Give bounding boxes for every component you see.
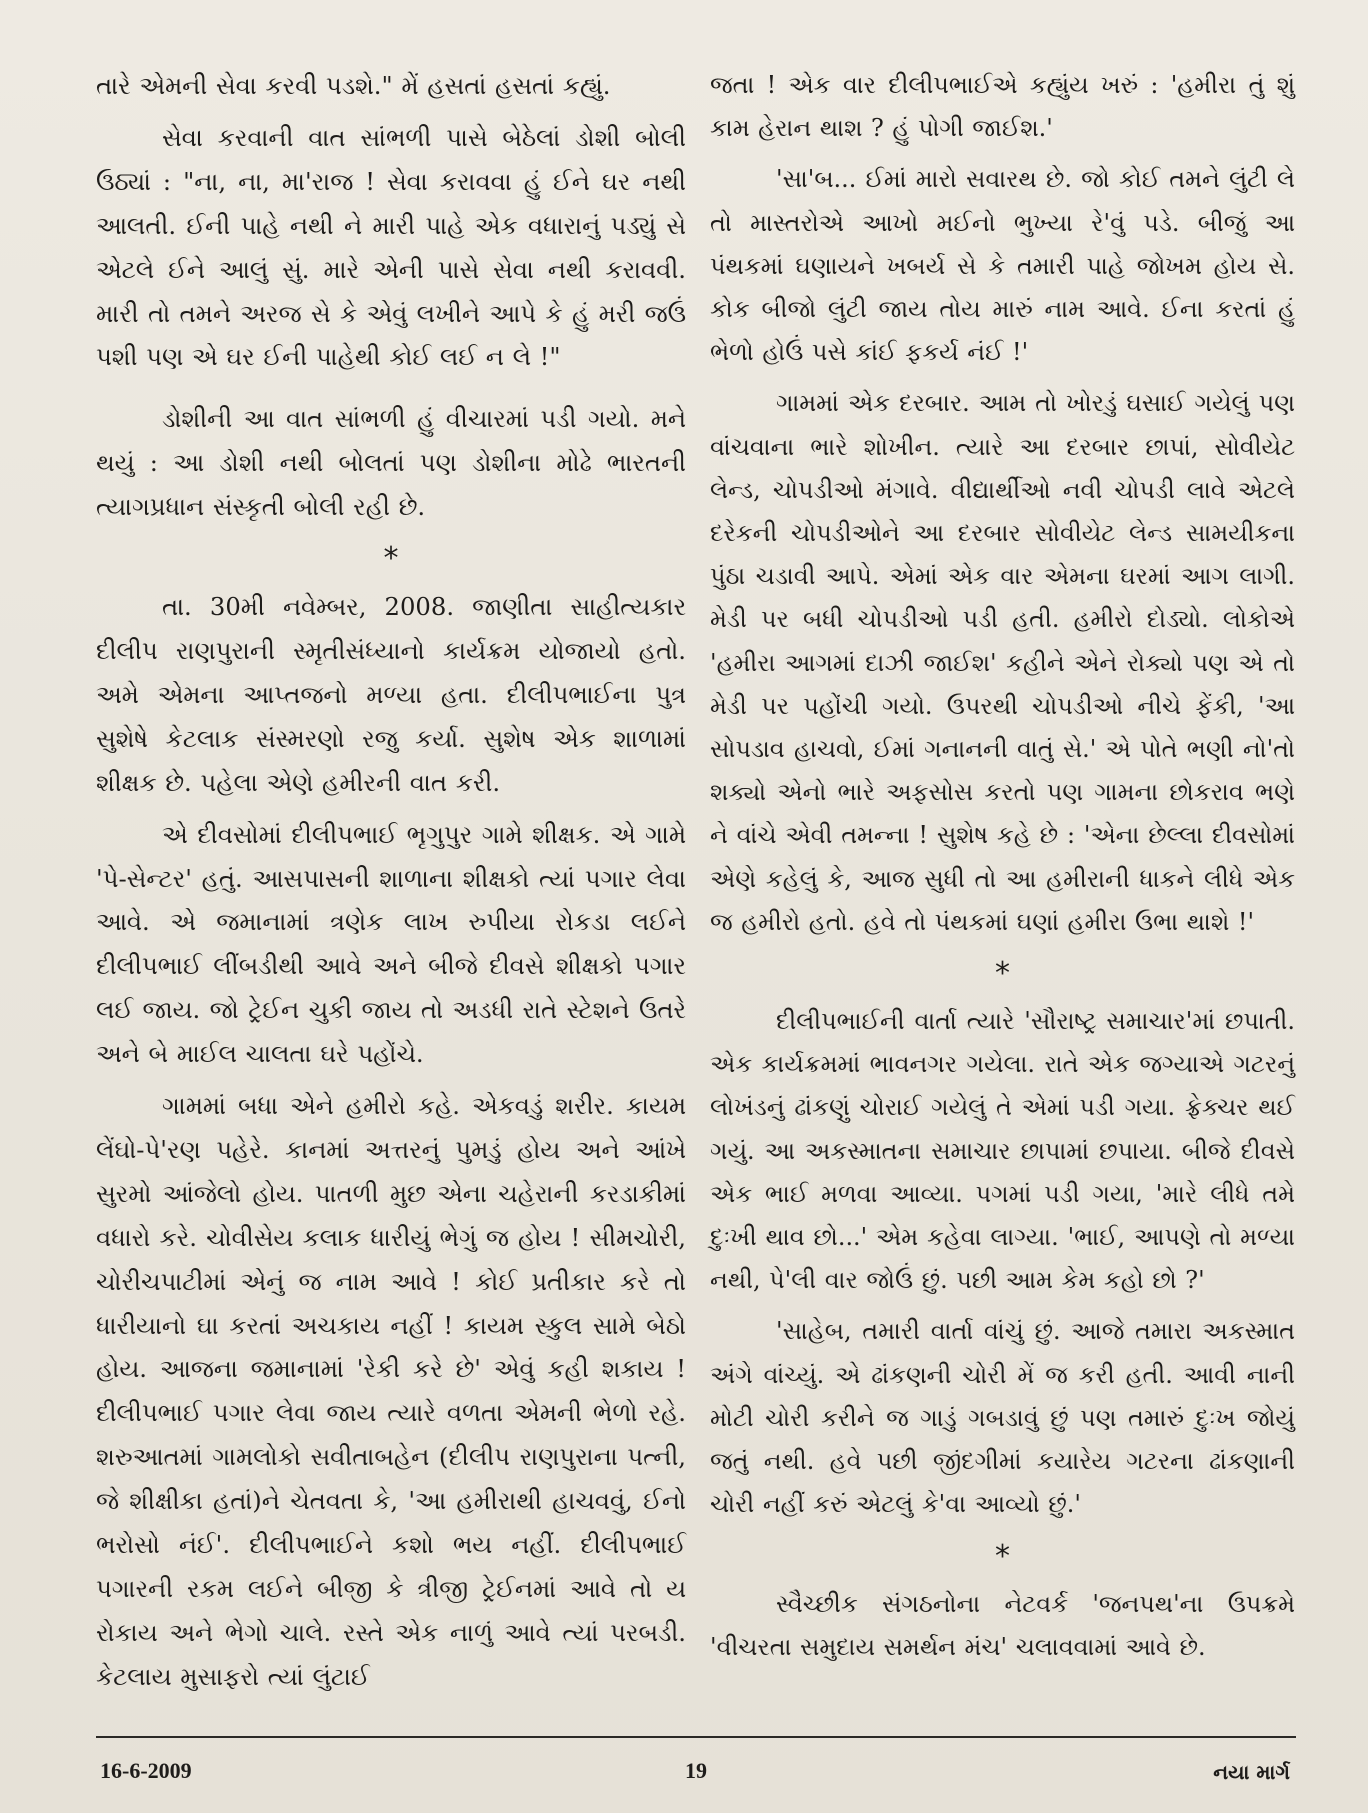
section-separator: * — [383, 541, 399, 577]
right-column — [710, 64, 1295, 1677]
paragraph: ડોશીની આ વાત સાંભળી હું વીચારમાં પડી ગયો. મને થયું : આ ડોશી નથી બોલતાં પણ ડોશીના મોઢે ભારતની ત્યાગપ્રધાન સંસ્કૃતી બોલી રહી છે. — [96, 404, 686, 522]
paragraph: ગામમાં બધા એને હમીરો કહે. એકવડું શરીર. કાયમ લેંઘો-પે'રણ પહેરે. કાનમાં અત્તરનું પુમડું હોય અને આંખે સુરમો આંજેલો હોય. પાતળી મુછ એના ચહેરાની કરડાકીમાં વધારો કરે. ચોવીસેય કલાક ધારીયું ભેગું જ હોય ! સીમચોરી, ચોરીચપાટીમાં એનું જ નામ આવે ! કોઈ પ્રતીકાર કરે તો ધારીયાનો ઘા કરતાં અચકાય નહીં ! કાયમ સ્કુલ સામે બેઠો હોય. આજના જમાનામાં 'રેકી કરે છે' એવું કહી શકાય ! દીલીપભાઈ પગાર લેવા જાય ત્યારે વળતા એમની ભેળો રહે. શરુઆતમાં ગામલોકો સવીતાબહેન (દીલીપ રાણપુરાના પત્ની, જે શીક્ષીકા હતાં)ને ચેતવતા કે, 'આ હમીરાથી હાચવવું, ઈનો ભરોસો નંઈ'. દીલીપભાઈને કશો ભય નહીં. દીલીપભાઈ પગારની રકમ લઈને બીજી કે ત્રીજી ટ્રેઈનમાં આવે તો ય રોકાય અને ભેગો ચાલે. રસ્તે એક નાળું આવે ત્યાં પરબડી. કેટલાય મુસાફરો ત્યાં લુંટાઈ — [96, 1091, 686, 1691]
magazine-name: નયા માર્ગ — [1213, 1760, 1290, 1784]
paragraph: સેવા કરવાની વાત સાંભળી પાસે બેઠેલાં ડોશી બોલી ઉઠ્યાં : "ના, ના, મા'રાજ ! સેવા કરાવવા હું ઈને ઘર નથી આલતી. ઈની પાહે નથી ને મારી પાહે એક વધારાનું પડ્યું સે એટલે ઈને આલું સું. મારે એની પાસે સેવા નથી કરાવવી. મારી તો તમને અરજ સે કે એવું લખીને આપે કે હું મરી જઉં પશી પણ એ ઘર ઈની પાહેથી કોઈ લઈ ન લે !" — [96, 122, 686, 372]
issue-date: 16-6-2009 — [100, 1758, 192, 1783]
paragraph: એ દીવસોમાં દીલીપભાઈ ભૃગુપુર ગામે શીક્ષક. એ ગામે 'પે-સેન્ટર' હતું. આસપાસની શાળાના શીક્ષકો ત્યાં પગાર લેવા આવે. એ જમાનામાં ત્રણેક લાખ રુપીયા રોકડા લઈને દીલીપભાઈ લીંબડીથી આવે અને બીજે દીવસે શીક્ષકો પગાર લઈ જાય. જો ટ્રેઈન ચુકી જાય તો અડધી રાતે સ્ટેશને ઉતરે અને બે માઈલ ચાલતા ઘરે પહોંચે. — [96, 819, 686, 1069]
paragraph: 'સાહેબ, તમારી વાર્તા વાંચું છું. આજે તમારા અકસ્માત અંગે વાંચ્યું. એ ઢાંકણની ચોરી મેં જ કરી હતી. આવી નાની મોટી ચોરી કરીને જ ગાડું ગબડાવું છું પણ તમારું દુઃખ જોયું જતું નથી. હવે પછી જીંદગીમાં કયારેય ગટરના ઢાંકણાની ચોરી નહીં કરું એટલું કે'વા આવ્યો છું.' — [710, 1317, 1295, 1519]
paragraph: તારે એમની સેવા કરવી પડશે." મેં હસતાં હસતાં કહ્યું. — [96, 71, 611, 100]
page-number: 19 — [685, 1758, 707, 1783]
section-separator: * — [995, 1538, 1010, 1574]
page-footer — [96, 1748, 1296, 1788]
paragraph: જતા ! એક વાર દીલીપભાઈએ કહ્યુંય ખરું : 'હમીરા તું શું કામ હેરાન થાશ ? હું પોગી જાઈશ.' — [710, 71, 1295, 143]
footer-divider — [96, 1736, 1296, 1738]
section-separator: * — [995, 956, 1010, 992]
paragraph: 'સા'બ... ઈમાં મારો સવારથ છે. જો કોઈ તમને લુંટી લે તો માસ્તરોએ આખો મઈનો ભુખ્યા રે'વું પડે. બીજું આ પંથકમાં ઘણાયને ખબર્ય સે કે તમારી પાહે જોખમ હોય સે. કોક બીજો લુંટી જાય તોય મારું નામ આવે. ઈના કરતાં હું ભેળો હોઉં પસે કાંઈ ફકર્ય નંઈ !' — [710, 165, 1295, 367]
paragraph: ગામમાં એક દરબાર. આમ તો ખોરડું ઘસાઈ ગયેલું પણ વાંચવાના ભારે શોખીન. ત્યારે આ દરબાર છાપાં, સોવીયેટ લેન્ડ, ચોપડીઓ મંગાવે. વીદ્યાર્થીઓ નવી ચોપડી લાવે એટલે દરેકની ચોપડીઓને આ દરબાર સોવીયેટ લેન્ડ સામયીકના પુંઠા ચડાવી આપે. એમાં એક વાર એમના ઘરમાં આગ લાગી. મેડી પર બધી ચોપડીઓ પડી હતી. હમીરો દોડ્યો. લોકોએ 'હમીરા આગમાં દાઝી જાઈશ' કહીને એને રોક્યો પણ એ તો મેડી પર પહોંચી ગયો. ઉપરથી ચોપડીઓ નીચે ફેંકી, 'આ સોપડાવ હાચવો, ઈમાં ગનાનની વાતું સે.' એ પોતે ભણી નો'તો શક્યો એનો ભારે અફસોસ કરતો પણ ગામના છોકરાવ ભણે ને વાંચે એવી તમન્ના ! સુશેષ કહે છે : 'એના છેલ્લા દીવસોમાં એણે કહેલું કે, આજ સુધી તો આ હમીરાની ધાકને લીધે એક જ હમીરો હતો. હવે તો પંથકમાં ઘણાં હમીરા ઉભા થાશે !' — [710, 389, 1295, 936]
left-column — [96, 64, 686, 1707]
paragraph: તા. 30મી નવેમ્બર, 2008. જાણીતા સાહીત્યકાર દીલીપ રાણપુરાની સ્મૃતીસંધ્યાનો કાર્યક્રમ યોજાયો હતો. અમે એમના આપ્તજનો મળ્યા હતા. દીલીપભાઈના પુત્ર સુશેષે કેટલાક સંસ્મરણો રજુ કર્યા. સુશેષ એક શાળામાં શીક્ષક છે. પહેલા એણે હમીરની વાત કરી. — [96, 592, 686, 797]
paragraph: દીલીપભાઈની વાર્તા ત્યારે 'સૌરાષ્ટ્ર સમાચાર'માં છપાતી. એક કાર્યક્રમમાં ભાવનગર ગયેલા. રાતે એક જગ્યાએ ગટરનું લોખંડનું ઢાંકણું ચોરાઈ ગયેલું તે એમાં પડી ગયા. ફ્રેક્ચર થઈ ગયું. આ અકસ્માતના સમાચાર છાપામાં છપાયા. બીજે દીવસે એક ભાઈ મળવા આવ્યા. પગમાં પડી ગયા, 'મારે લીધે તમે દુઃખી થાવ છો...' એમ કહેવા લાગ્યા. 'ભાઈ, આપણે તો મળ્યા નથી, પે'લી વાર જોઉં છું. પછી આમ કેમ કહો છો ?' — [710, 1007, 1295, 1295]
paragraph: સ્વૈચ્છીક સંગઠનોના નેટવર્ક 'જનપથ'ના ઉપક્રમે 'વીચરતા સમુદાય સમર્થન મંચ' ચલાવવામાં આવે છે. — [710, 1589, 1295, 1661]
